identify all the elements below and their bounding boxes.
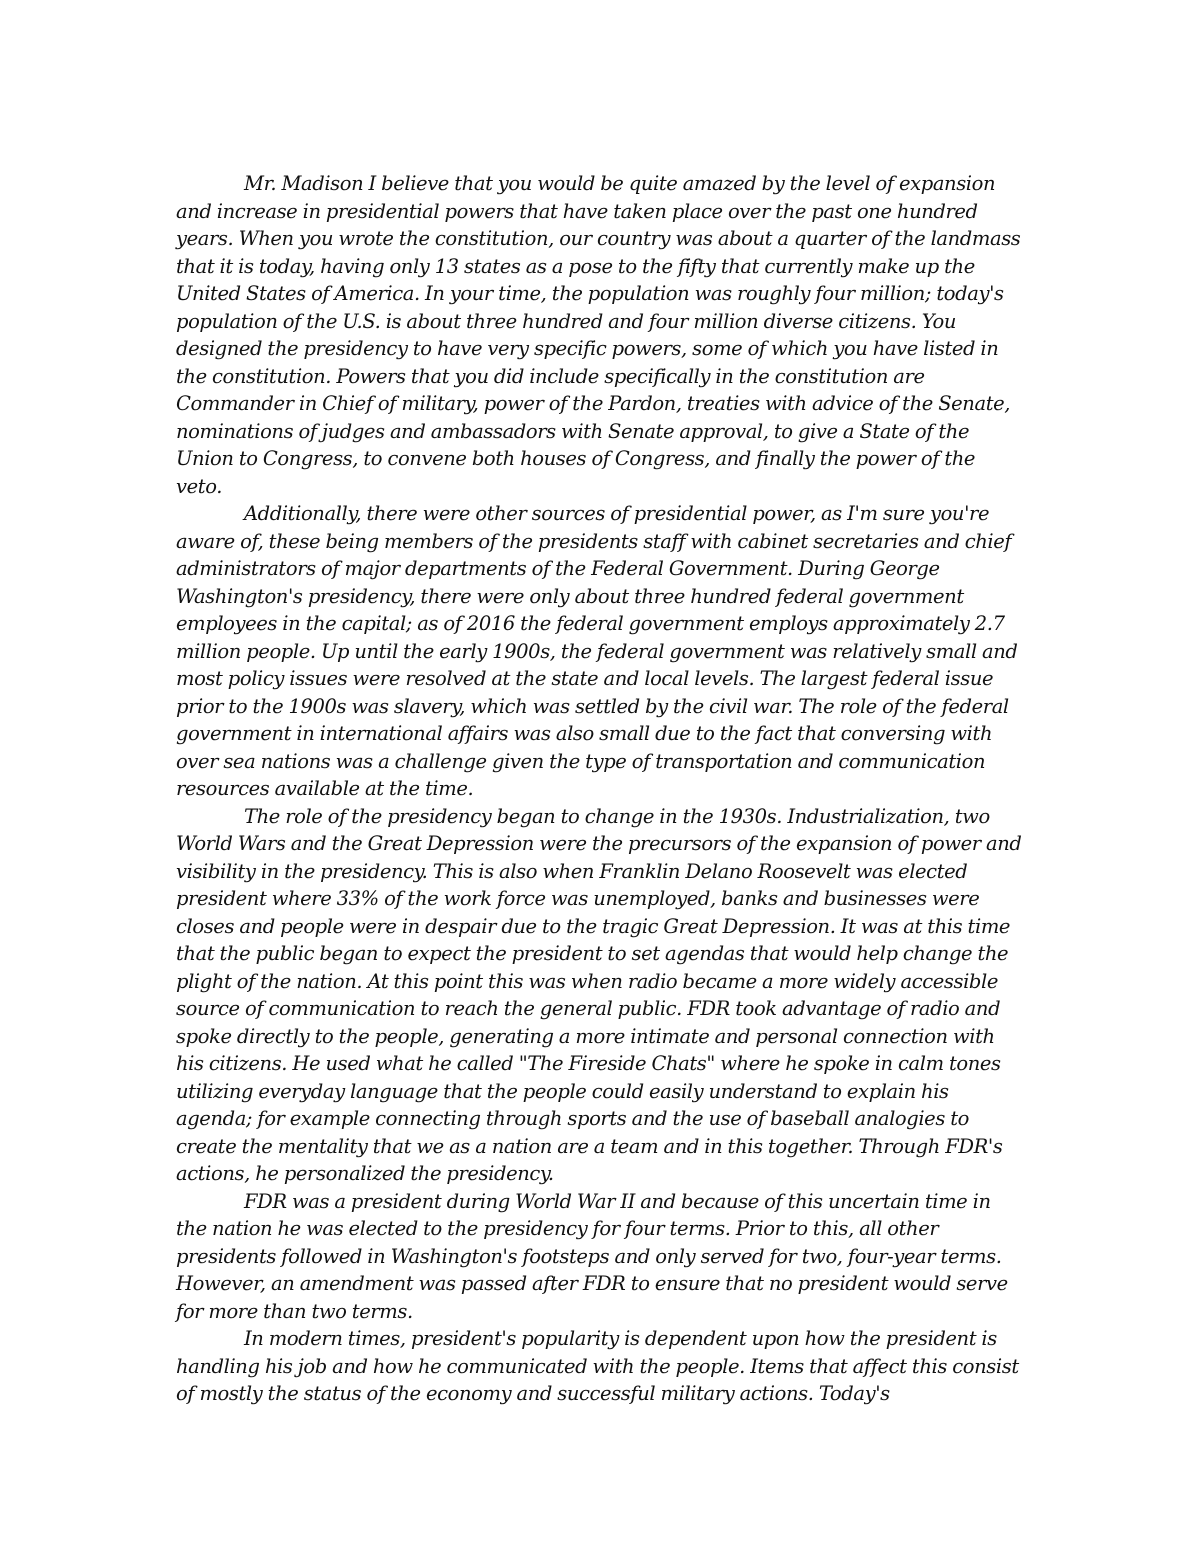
paragraph-5: In modern times, president's popularity is dependent upon how the president is handling his job and how he communicated with the people. Items that affect this consist of mostly the status of the economy and successful military actions. Today's (176, 1327, 1019, 1405)
paragraph-2: Additionally, there were other sources of presidential power, as I'm sure you're aware of, these being members of the presidents staff with cabinet secretaries and chief administrators of major departments of the Federal Government. During George Washington's presidency, there were only about three hundred federal government employees in the capital; as of 2016 the federal government employs approximately 2.7 million people. Up until the early 1900s, the federal government was relatively small and most policy issues were resolved at the state and local levels. The largest federal issue prior to the 1900s was slavery, which was settled by the civil war. The role of the federal government in international affairs was also small due to the fact that conversing with over sea nations was a challenge given the type of transportation and communication resources available at the time. (176, 502, 1018, 800)
document-body (176, 170, 1026, 1408)
paragraph-1: Mr. Madison I believe that you would be quite amazed by the level of expansion and increase in presidential powers that have taken place over the past one hundred years. When you wrote the constitution, our country was about a quarter of the landmass that it is today, having only 13 states as a pose to the fifty that currently make up the United States of America. In your time, the population was roughly four million; today's population of the U.S. is about three hundred and four million diverse citizens. You designed the presidency to have very specific powers, some of which you have listed in the constitution. Powers that you did include specifically in the constitution are Commander in Chief of military, power of the Pardon, treaties with advice of the Senate, nominations of judges and ambassadors with Senate approval, to give a State of the Union to Congress, to convene both houses of Congress, and finally the power of the veto. (176, 172, 1021, 498)
paragraph-3: The role of the presidency began to change in the 1930s. Industrialization, two World Wars and the Great Depression were the precursors of the expansion of power and visibility in the presidency. This is also when Franklin Delano Roosevelt was elected president where 33% of the work force was unemployed, banks and businesses were closes and people were in despair due to the tragic Great Depression. It was at this time that the public began to expect the president to set agendas that would help change the plight of the nation. At this point this was when radio became a more widely accessible source of communication to reach the general public. FDR took advantage of radio and spoke directly to the people, generating a more intimate and personal connection with his citizens. He used what he called "The Fireside Chats" where he spoke in calm tones utilizing everyday language that the people could easily understand to explain his agenda; for example connecting through sports and the use of baseball analogies to create the mentality that we as a nation are a team and in this together. Through FDR's actions, he personalized the presidency. (176, 804, 1022, 1185)
paragraph-4: FDR was a president during World War II and because of this uncertain time in the nation he was elected to the presidency for four terms. Prior to this, all other presidents followed in Washington's footsteps and only served for two, four-year terms. However, an amendment was passed after FDR to ensure that no president would serve for more than two terms. (176, 1189, 1008, 1323)
